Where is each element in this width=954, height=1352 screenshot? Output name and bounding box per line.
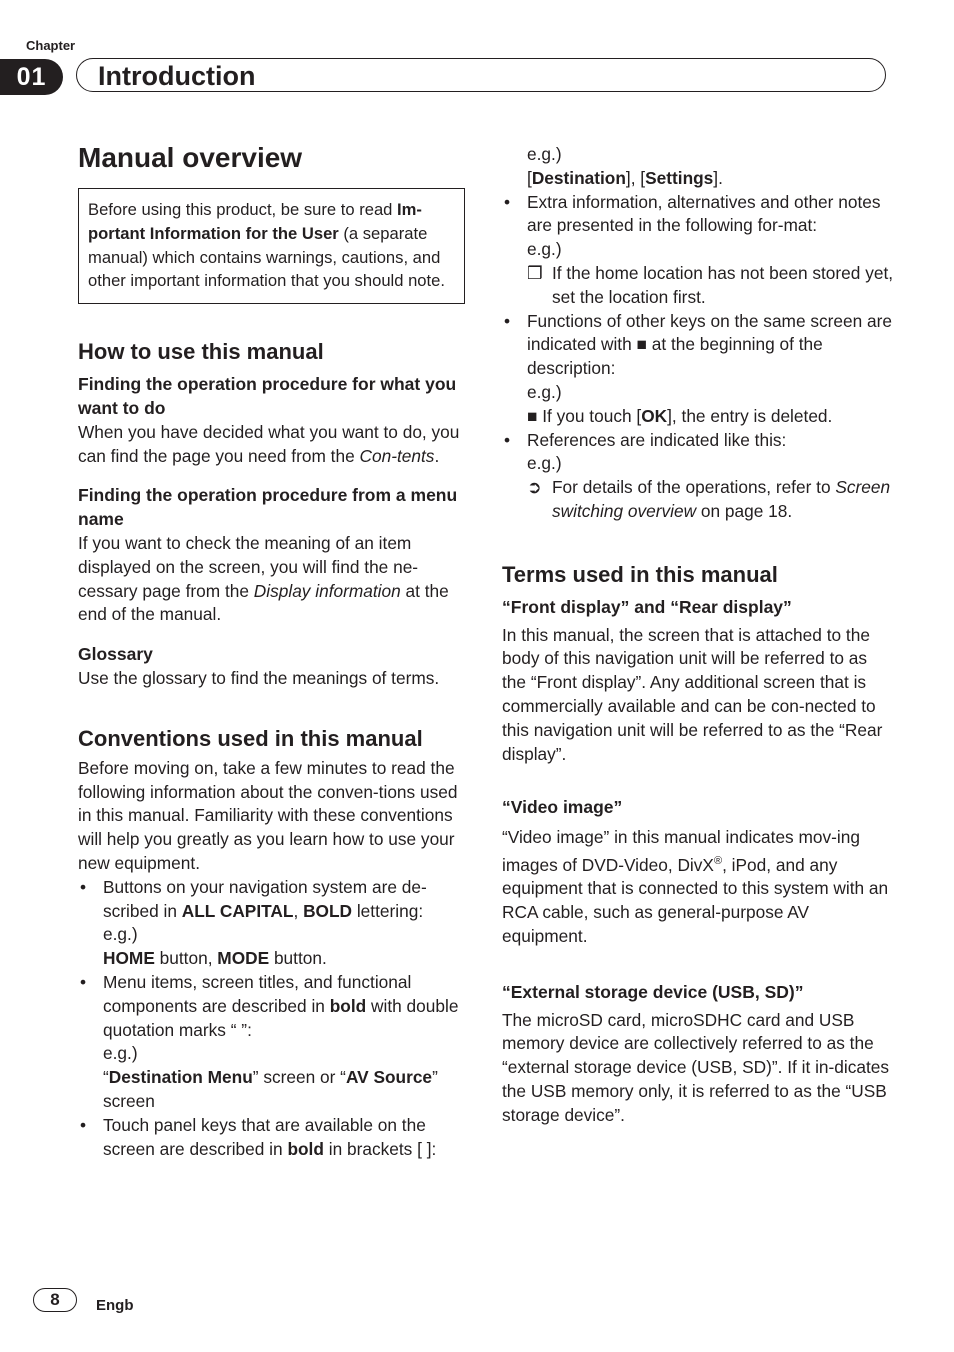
list-item bbox=[78, 971, 466, 1114]
text: When you have decided what you want to do, you can find the page you need from the bbox=[78, 421, 460, 466]
list-item-continued bbox=[502, 143, 894, 191]
paragraph-external-storage: The microSD card, microSDHC card and USB memory device are collectively referred to as the “external storage device (USB, SD)”. If it in-dicates the USB memory only, it is referred to as the “USB storage device”. bbox=[502, 1009, 890, 1125]
note-text: Before using this product, be sure to read bbox=[88, 200, 398, 219]
text: [ bbox=[527, 167, 532, 188]
conventions-list-continued bbox=[502, 191, 894, 524]
important-note-box bbox=[78, 188, 465, 304]
reference-example bbox=[527, 476, 894, 524]
conventions-list bbox=[78, 876, 466, 1162]
subheading-external-storage: “External storage device (USB, SD)” bbox=[502, 981, 804, 1002]
language-code: Engb bbox=[96, 1297, 134, 1314]
registered-mark: ® bbox=[713, 854, 723, 867]
text: at the end of the manual. bbox=[78, 580, 449, 625]
list-item bbox=[78, 876, 466, 971]
list-item bbox=[502, 191, 894, 310]
text: Menu items, screen titles, and functional components are described in bbox=[103, 971, 412, 1016]
section-heading-conventions: Conventions used in this manual bbox=[78, 725, 423, 751]
example-label: e.g.) bbox=[103, 1043, 138, 1064]
text: Buttons on your navigation system are de-scribed in bbox=[103, 876, 427, 921]
bold-text: Settings bbox=[645, 167, 714, 188]
note-bold: Im-portant Information for the User bbox=[88, 200, 422, 243]
text: button. bbox=[269, 948, 327, 969]
note-text-end: (a separate manual) which contains warnings, cautions, and other important information that you should note. bbox=[88, 223, 445, 291]
subheading-procedure-menu: Finding the operation procedure from a menu name bbox=[78, 485, 458, 530]
example-label: e.g.) bbox=[527, 381, 562, 402]
text: button, bbox=[154, 948, 218, 969]
text: If the home location has not been stored yet, set the location first. bbox=[552, 262, 894, 307]
bold-text: Destination bbox=[531, 167, 626, 188]
bold-text: ALL CAPITAL bbox=[181, 900, 294, 921]
paragraph-procedure-menu bbox=[78, 532, 466, 627]
right-column bbox=[502, 143, 894, 1128]
subheading-front-rear-display: “Front display” and “Rear display” bbox=[502, 596, 792, 617]
text: ], [ bbox=[625, 167, 646, 188]
text: If you want to check the meaning of an item displayed on the screen, you will find the ne-cessary page from the bbox=[78, 532, 419, 601]
subheading-procedure-what: Finding the operation procedure for what you want to do bbox=[78, 374, 457, 418]
text: . bbox=[434, 445, 440, 466]
contents-reference: Con-tents bbox=[359, 445, 435, 466]
text: lettering: bbox=[352, 900, 424, 921]
text: Functions of other keys on the same screen are indicated with ■ at the beginning of the description: bbox=[527, 310, 893, 379]
text: Extra information, alternatives and other notes are presented in the following for-mat: bbox=[527, 191, 881, 236]
subheading-video-image: “Video image” bbox=[502, 797, 623, 818]
text: ” screen or “ bbox=[252, 1067, 346, 1088]
paragraph-glossary: Use the glossary to find the meanings of terms. bbox=[78, 667, 440, 688]
text: “Video image” in this manual indicates mov-ing images of DVD-Video, DivX bbox=[502, 827, 860, 875]
chapter-title: Introduction bbox=[98, 61, 256, 91]
text: ■ If you touch [ bbox=[527, 405, 642, 426]
bold-text: HOME bbox=[103, 948, 155, 969]
section-heading-terms: Terms used in this manual bbox=[502, 561, 778, 587]
arrow-icon: ➲ bbox=[527, 477, 542, 498]
bold-text: AV Source bbox=[345, 1067, 433, 1088]
bold-text: BOLD bbox=[303, 900, 353, 921]
chapter-number-badge: 01 bbox=[0, 59, 63, 95]
text: ], the entry is deleted. bbox=[667, 405, 833, 426]
chapter-label: Chapter bbox=[26, 38, 76, 53]
list-item bbox=[78, 1114, 466, 1162]
paragraph-front-rear-display: In this manual, the screen that is attached to the body of this navigation unit will be referred to as the “Front display”. Any additional screen that is commercially available and can be con-nected to this navigation unit will be referred to as the “Rear display”. bbox=[502, 624, 883, 764]
list-item bbox=[502, 310, 894, 429]
paragraph-video-image bbox=[502, 826, 894, 949]
text: Touch panel keys that are available on the screen are described in bbox=[103, 1114, 426, 1159]
section-heading-how-to: How to use this manual bbox=[78, 339, 324, 365]
example-label: e.g.) bbox=[527, 453, 562, 474]
text: in brackets [ ]: bbox=[323, 1138, 437, 1159]
example-label: e.g.) bbox=[527, 144, 562, 164]
text: on page 18. bbox=[696, 500, 793, 521]
text: For details of the operations, refer to bbox=[552, 477, 836, 498]
page-number: 8 bbox=[33, 1288, 77, 1312]
text: “ bbox=[103, 1067, 109, 1088]
checkbox-icon: ❒ bbox=[527, 262, 543, 283]
note-example bbox=[527, 262, 894, 310]
text: References are indicated like this: bbox=[527, 429, 787, 450]
text: ” screen bbox=[103, 1067, 438, 1111]
text: with double quotation marks “ ”: bbox=[103, 995, 459, 1040]
text: ]. bbox=[713, 167, 723, 188]
bold-text: Destination Menu bbox=[108, 1067, 253, 1088]
bold-text: bold bbox=[329, 995, 367, 1016]
display-info-reference: Display information bbox=[253, 580, 401, 601]
italic-reference: Screen switching overview bbox=[552, 477, 891, 521]
page-title: Manual overview bbox=[78, 142, 303, 173]
left-column bbox=[78, 138, 466, 1161]
text: , bbox=[293, 900, 304, 921]
example-label: e.g.) bbox=[103, 924, 138, 945]
subheading-glossary: Glossary bbox=[78, 644, 153, 665]
bold-text: MODE bbox=[217, 948, 270, 969]
paragraph-conventions-intro: Before moving on, take a few minutes to read the following information about the conven-tions used in this manual. Familiarity with these conventions will help you greatly as you learn how to use your new equipment. bbox=[78, 757, 458, 873]
text: , iPod, and any equipment that is connected to this system with an RCA cable, such as general-purpose AV equipment. bbox=[502, 854, 889, 947]
paragraph-procedure-what bbox=[78, 421, 466, 469]
example-label: e.g.) bbox=[527, 239, 562, 260]
list-item bbox=[502, 429, 894, 524]
bold-text: OK bbox=[641, 405, 668, 426]
bold-text: bold bbox=[287, 1138, 324, 1159]
